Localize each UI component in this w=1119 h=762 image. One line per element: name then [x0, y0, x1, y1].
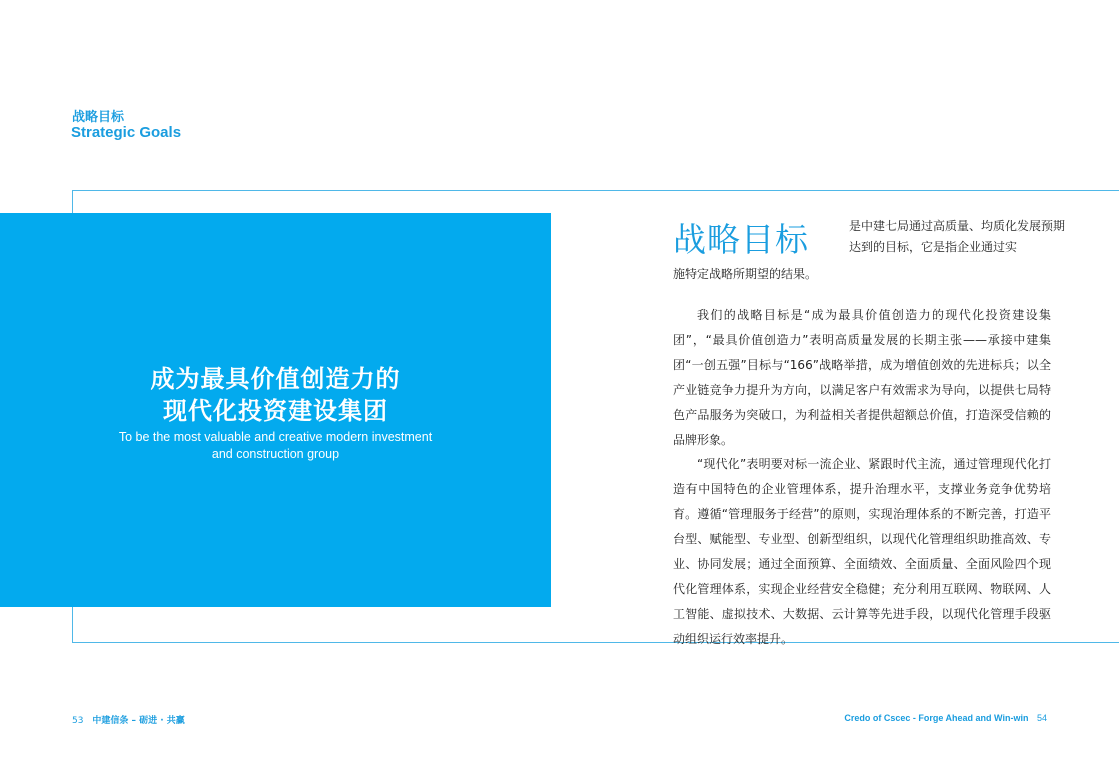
page-number-left: 53 [72, 716, 84, 726]
page-number-right: 54 [1036, 713, 1047, 723]
footer-left-text: 中建信条 – 砺进 · 共赢 [92, 716, 185, 726]
intro-text-continued: 施特定战略所期望的结果。 [673, 267, 818, 281]
content-title: 战略目标 [673, 220, 809, 259]
slogan-english-line-1: To be the most valuable and creative modern investment [118, 430, 433, 444]
footer-left [72, 713, 185, 726]
section-title-cn: 战略目标 [72, 110, 125, 125]
slogan-line-2: 现代化投资建设集团 [163, 397, 388, 425]
slogan-line-1: 成为最具价值创造力的 [150, 365, 401, 393]
slogan-english-line-2: and construction group [211, 447, 340, 461]
paragraph-modernization: “现代化”表明要对标一流企业、紧跟时代主流，通过管理现代化打造有中国特色的企业管理体系，提升治理水平，支撑业务竞争优势培育。遵循“管理服务于经营”的原则，实现治理体系的不断完善，打造平台型、赋能型、专业型、创新型组织，以现代化管理组织助推高效、专业、协同发展；通过全面预算、全面绩效、全面质量、全面风险四个现代化管理体系，实现企业经营安全稳健；充分利用互联网、物联网、人工智能、虚拟技术、大数据、云计算等先进手段，以现代化管理手段驱动组织运行效率提升。 [673, 457, 1051, 646]
intro-text: 是中建七局通过高质量、均质化发展预期达到的目标，它是指企业通过实 [849, 219, 1066, 254]
slogan-panel [0, 213, 551, 607]
section-title-en: Strategic Goals [71, 124, 182, 141]
slogan-english [0, 429, 551, 463]
footer-right-text: Credo of Cscec - Forge Ahead and Win-win [844, 713, 1029, 723]
paragraph-strategic-goal: 我们的战略目标是“成为最具价值创造力的现代化投资建设集团”，“最具价值创造力”表明高质量发展的长期主张——承接中建集团“一创五强”目标与“166”战略举措，成为增值创效的先进标兵；以全产业链竞争力提升为方向，以满足客户有效需求为导向，以提供七局特色产品服务为突破口，为利益相关者提供超额总价值，打造深受信赖的品牌形象。 [673, 308, 1051, 447]
footer-right [844, 713, 1047, 723]
